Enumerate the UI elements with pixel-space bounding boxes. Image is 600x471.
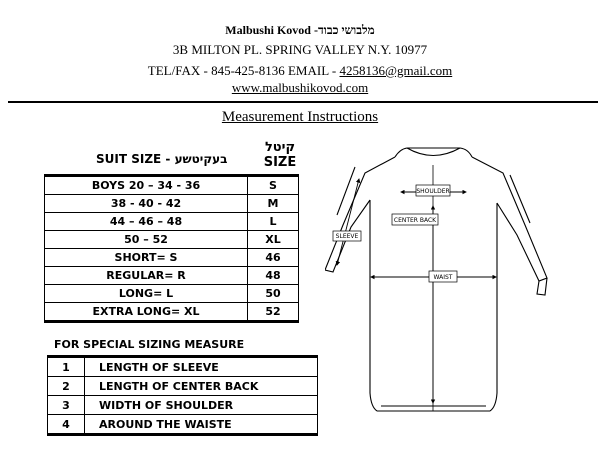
page-title (0, 109, 600, 126)
row-number: 1 (48, 357, 85, 377)
table-row (48, 377, 318, 396)
size-cell: S (248, 176, 299, 195)
center-back-label (392, 214, 438, 225)
table-row (48, 396, 318, 415)
svg-text:WAIST: WAIST (433, 274, 453, 281)
svg-text:SLEEVE: SLEEVE (335, 233, 359, 240)
size-header: SIZE (263, 155, 297, 170)
size-cell: 50 (248, 285, 299, 303)
row-text: LENGTH OF CENTER BACK (85, 377, 318, 396)
size-column-header (256, 140, 304, 170)
row-text: LENGTH OF SLEEVE (85, 357, 318, 377)
row-text: WIDTH OF SHOULDER (85, 396, 318, 415)
special-sizing-table (47, 355, 318, 436)
suit-cell: REGULAR= R (45, 267, 248, 285)
sleeve-label (333, 231, 361, 241)
suit-cell: 50 – 52 (45, 231, 248, 249)
email-link[interactable]: 4258136@gmail.com (339, 63, 453, 78)
size-cell: L (248, 213, 299, 231)
table-row (45, 176, 299, 195)
suit-size-title: SUIT SIZE - בעקיטשע (96, 152, 228, 166)
company-name: Malbushi Kovod -מלבושי כבוד (225, 23, 375, 37)
table-row (45, 267, 299, 285)
row-number: 3 (48, 396, 85, 415)
website-line (0, 80, 600, 96)
header-divider (8, 101, 598, 103)
size-cell: M (248, 195, 299, 213)
size-cell: 48 (248, 267, 299, 285)
table-row (45, 195, 299, 213)
size-cell: 46 (248, 249, 299, 267)
contact-line (0, 63, 600, 79)
shoulder-label (416, 185, 450, 196)
table-row (48, 357, 318, 377)
kittel-diagram (325, 145, 560, 460)
svg-text:SHOULDER: SHOULDER (416, 188, 450, 195)
suit-size-table (44, 174, 299, 323)
size-cell: 52 (248, 303, 299, 322)
suit-cell: LONG= L (45, 285, 248, 303)
suit-cell: 44 – 46 – 48 (45, 213, 248, 231)
table-row (48, 415, 318, 435)
row-number: 2 (48, 377, 85, 396)
svg-text:CENTER BACK: CENTER BACK (393, 217, 437, 224)
size-cell: XL (248, 231, 299, 249)
table-row (45, 285, 299, 303)
suit-cell: BOYS 20 – 34 - 36 (45, 176, 248, 195)
table-row (45, 249, 299, 267)
kittel-header: קיטל (264, 140, 296, 155)
row-number: 4 (48, 415, 85, 435)
table-row (45, 303, 299, 322)
website-link[interactable]: www.malbushikovod.com (231, 80, 369, 95)
table-row (45, 213, 299, 231)
address: 3B MILTON PL. SPRING VALLEY N.Y. 10977 (172, 42, 428, 57)
suit-cell: EXTRA LONG= XL (45, 303, 248, 322)
table-row (45, 231, 299, 249)
suit-cell: 38 - 40 - 42 (45, 195, 248, 213)
waist-label (429, 271, 457, 282)
special-sizing-title: FOR SPECIAL SIZING MEASURE (54, 338, 245, 351)
row-text: AROUND THE WAISTE (85, 415, 318, 435)
suit-cell: SHORT= S (45, 249, 248, 267)
page-title-text: Measurement Instructions (221, 109, 379, 125)
contact-prefix: TEL/FAX - 845-425-8136 EMAIL - (147, 63, 340, 78)
